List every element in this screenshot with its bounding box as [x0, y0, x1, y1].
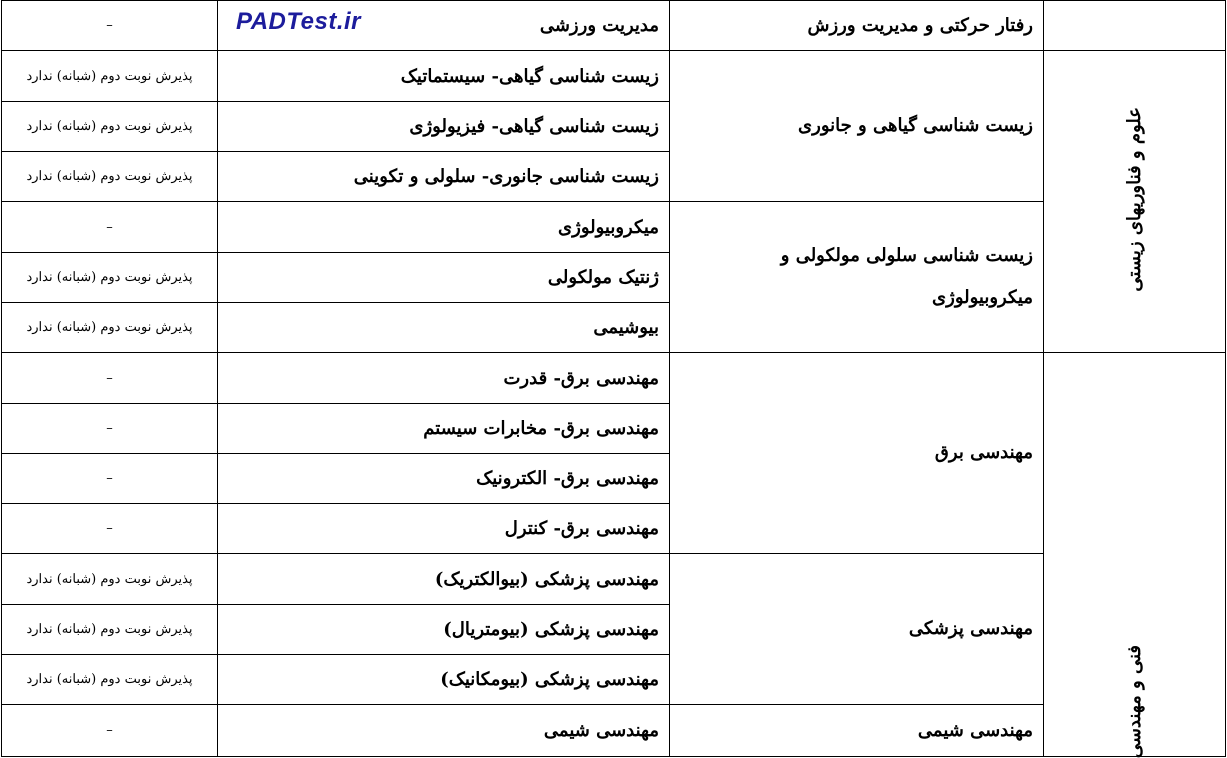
program-table — [1, 0, 1226, 757]
note-cell: – — [2, 454, 218, 504]
category-cell — [1044, 51, 1226, 353]
table-row — [2, 1, 1226, 51]
program-cell: بیوشیمی — [218, 303, 670, 353]
table-row — [2, 51, 1226, 102]
note-cell: – — [2, 1, 218, 51]
note-cell: پذیرش نوبت دوم (شبانه) ندارد — [2, 655, 218, 705]
note-cell: پذیرش نوبت دوم (شبانه) ندارد — [2, 554, 218, 605]
group-cell: زیست شناسی سلولی مولکولی و میکروبیولوژی — [670, 202, 1044, 353]
note-cell: – — [2, 202, 218, 253]
table-row — [2, 202, 1226, 253]
note-cell: – — [2, 353, 218, 404]
program-cell: میکروبیولوژی — [218, 202, 670, 253]
program-cell: مهندسی شیمی — [218, 705, 670, 757]
program-cell: مهندسی پزشکی (بیوالکتریک) — [218, 554, 670, 605]
note-cell: پذیرش نوبت دوم (شبانه) ندارد — [2, 605, 218, 655]
note-cell: پذیرش نوبت دوم (شبانه) ندارد — [2, 303, 218, 353]
program-cell: زیست شناسی گیاهی- سیستماتیک — [218, 51, 670, 102]
program-cell: زیست شناسی گیاهی- فیزیولوژی — [218, 102, 670, 152]
group-cell: مهندسی شیمی — [670, 705, 1044, 757]
group-cell: مهندسی پزشکی — [670, 554, 1044, 705]
category-label: فنی و مهندسی — [1124, 644, 1145, 758]
note-cell: پذیرش نوبت دوم (شبانه) ندارد — [2, 152, 218, 202]
category-cell — [1044, 1, 1226, 51]
program-cell: زیست شناسی جانوری- سلولی و تکوینی — [218, 152, 670, 202]
program-cell: مهندسی پزشکی (بیومکانیک) — [218, 655, 670, 705]
table-row — [2, 705, 1226, 757]
program-cell: مهندسی برق- قدرت — [218, 353, 670, 404]
program-cell: مدیریت ورزشی — [218, 1, 670, 51]
note-cell: – — [2, 404, 218, 454]
note-cell: – — [2, 504, 218, 554]
program-cell: مهندسی برق- مخابرات سیستم — [218, 404, 670, 454]
group-cell: رفتار حرکتی و مدیریت ورزش — [670, 1, 1044, 51]
watermark-logo: PADTest.ir — [236, 8, 362, 35]
note-cell: پذیرش نوبت دوم (شبانه) ندارد — [2, 102, 218, 152]
group-cell: مهندسی برق — [670, 353, 1044, 554]
note-cell: – — [2, 705, 218, 757]
program-cell: ژنتیک مولکولی — [218, 253, 670, 303]
table-row — [2, 353, 1226, 404]
note-cell: پذیرش نوبت دوم (شبانه) ندارد — [2, 51, 218, 102]
category-cell — [1044, 353, 1226, 757]
program-cell: مهندسی پزشکی (بیومتریال) — [218, 605, 670, 655]
program-cell: مهندسی برق- کنترل — [218, 504, 670, 554]
program-cell: مهندسی برق- الکترونیک — [218, 454, 670, 504]
table-row — [2, 554, 1226, 605]
category-label: علوم و فناوریهای زیستی — [1124, 107, 1145, 292]
note-cell: پذیرش نوبت دوم (شبانه) ندارد — [2, 253, 218, 303]
group-cell: زیست شناسی گیاهی و جانوری — [670, 51, 1044, 202]
